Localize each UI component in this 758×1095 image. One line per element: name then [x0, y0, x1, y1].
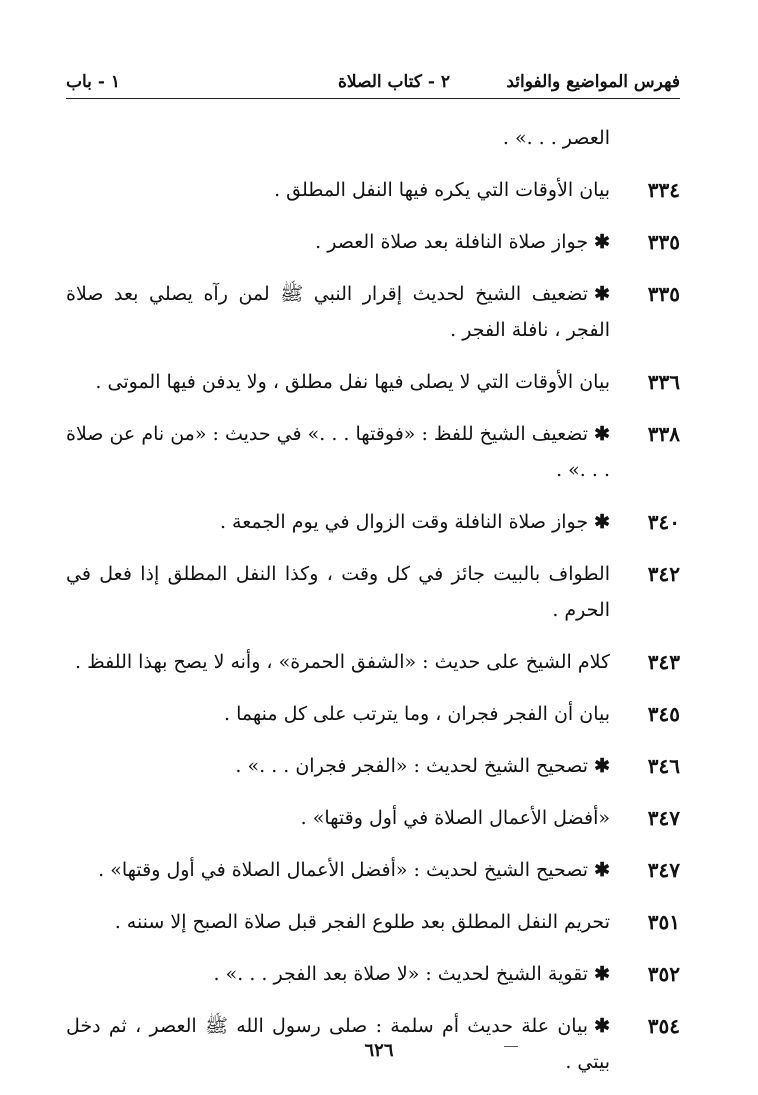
- entry-text: [66, 364, 610, 400]
- entry-text-content: بيان علة حديث أم سلمة : صلى رسول الله ﷺ العصر ، ثم دخل بيتي .: [66, 1015, 610, 1073]
- running-header: [66, 66, 680, 96]
- index-entry: [66, 748, 680, 784]
- asterisk-icon: ✱: [594, 231, 610, 253]
- index-entry: [66, 224, 680, 260]
- entry-page-number: ٣٣٥: [647, 282, 680, 306]
- entry-text: [66, 956, 610, 992]
- asterisk-icon: ✱: [594, 423, 610, 445]
- index-entry: [66, 956, 680, 992]
- entry-page-number: ٣٤٢: [647, 562, 680, 586]
- entry-page-number: ٣٣٤: [647, 178, 680, 202]
- entry-text-content: جواز صلاة النافلة بعد صلاة العصر .: [315, 231, 589, 253]
- entry-text-content: تحريم النفل المطلق بعد طلوع الفجر قبل صلاة الصبح إلا سننه .: [114, 911, 610, 933]
- entry-page-number: ٣٣٦: [647, 370, 680, 394]
- entry-text-content: بيان أن الفجر فجران ، وما يترتب على كل منهما .: [224, 703, 610, 725]
- index-entry: [66, 276, 680, 348]
- entry-page-number: ٣٤٣: [647, 650, 680, 674]
- asterisk-icon: ✱: [594, 1015, 610, 1037]
- entry-page-number: ٣٤٧: [647, 806, 680, 830]
- entry-text-content: كلام الشيخ على حديث : «الشفق الحمرة» ، وأنه لا يصح بهذا اللفظ .: [75, 651, 610, 673]
- index-entry: [66, 904, 680, 940]
- entry-text-content: بيان الأوقات التي لا يصلى فيها نفل مطلق ، ولا يدفن فيها الموتى .: [95, 371, 610, 393]
- entry-text: [66, 904, 610, 940]
- entry-page-number: ٣٥١: [647, 910, 680, 934]
- entry-text-content: بيان الأوقات التي يكره فيها النفل المطلق .: [274, 179, 610, 201]
- asterisk-icon: ✱: [594, 511, 610, 533]
- index-entry: [66, 696, 680, 732]
- header-chapter-title: ١ - باب: [66, 72, 120, 92]
- entry-text: [66, 224, 610, 260]
- entry-text-content: تقوية الشيخ لحديث : «لا صلاة بعد الفجر . . .» .: [213, 963, 589, 985]
- asterisk-icon: ✱: [594, 963, 610, 985]
- entry-text-content: تصحيح الشيخ لحديث : «أفضل الأعمال الصلاة في أول وقتها» .: [98, 859, 589, 881]
- index-entry: [66, 852, 680, 888]
- entry-text-content: الطواف بالبيت جائز في كل وقت ، وكذا النفل المطلق إذا فعل في الحرم .: [66, 563, 610, 621]
- entry-page-number: ٣٥٢: [647, 962, 680, 986]
- index-entry: [66, 172, 680, 208]
- entry-text-content: تضعيف الشيخ لحديث إقرار النبي ﷺ لمن رآه يصلي بعد صلاة الفجر ، نافلة الفجر .: [66, 283, 610, 341]
- entry-text: [66, 800, 610, 836]
- entry-page-number: ٣٤٠: [647, 510, 680, 534]
- entry-text: [66, 556, 610, 628]
- header-index-title: فهرس المواضيع والفوائد: [506, 72, 680, 92]
- index-entry: [66, 556, 680, 628]
- header-book-title: ٢ - كتاب الصلاة: [337, 72, 450, 92]
- index-entries: [66, 104, 680, 1080]
- page-number: ٦٢٦: [364, 1040, 394, 1061]
- entry-text-content: تضعيف الشيخ للفظ : «فوقتها . . .» في حديث : «من نام عن صلاة . . .» .: [66, 423, 610, 481]
- entry-text: [66, 120, 610, 156]
- entry-text-content: جواز صلاة النافلة وقت الزوال في يوم الجمعة .: [219, 511, 589, 533]
- entry-text: [66, 172, 610, 208]
- entry-page-number: ٣٣٥: [647, 230, 680, 254]
- index-entry: [66, 364, 680, 400]
- entry-page-number: ٣٤٧: [647, 858, 680, 882]
- asterisk-icon: ✱: [594, 755, 610, 777]
- entry-text: [66, 644, 610, 680]
- entry-text-content: العصر . . .» .: [502, 127, 610, 149]
- entry-text: [66, 852, 610, 888]
- entry-text-content: تصحيح الشيخ لحديث : «الفجر فجران . . .» .: [235, 755, 589, 777]
- index-entry: [66, 416, 680, 488]
- entry-text: [66, 416, 610, 488]
- entry-text: [66, 276, 610, 348]
- entry-text: [66, 748, 610, 784]
- index-entry: [66, 800, 680, 836]
- entry-text: [66, 696, 610, 732]
- asterisk-icon: ✱: [594, 283, 610, 305]
- entry-page-number: ٣٣٨: [647, 422, 680, 446]
- index-entry: [66, 644, 680, 680]
- entry-page-number: ٣٤٥: [647, 702, 680, 726]
- entry-page-number: ٣٥٤: [647, 1014, 680, 1038]
- index-entry: [66, 120, 680, 156]
- index-entry: [66, 504, 680, 540]
- entry-text: [66, 504, 610, 540]
- entry-text-content: «أفضل الأعمال الصلاة في أول وقتها» .: [300, 807, 610, 829]
- asterisk-icon: ✱: [594, 859, 610, 881]
- header-rule: [66, 98, 680, 99]
- entry-page-number: ٣٤٦: [647, 754, 680, 778]
